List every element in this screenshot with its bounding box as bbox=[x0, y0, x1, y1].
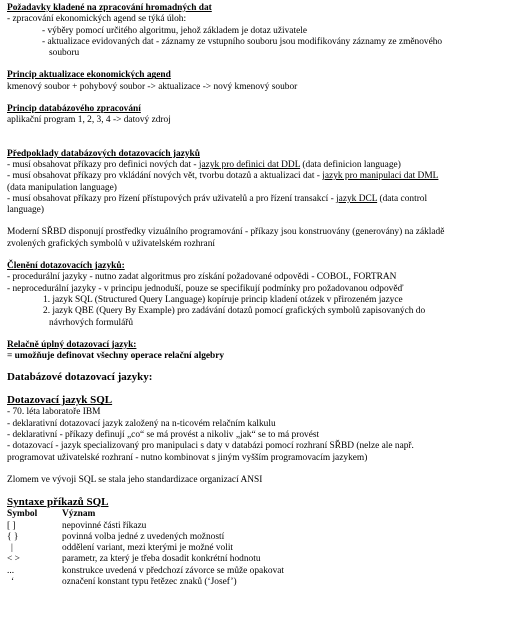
table-cell-meaning: označení konstant typu řetězec znaků (‘Josef’) bbox=[62, 576, 237, 587]
text-line bbox=[7, 160, 510, 171]
table-cell-meaning: konstrukce uvedená v předchozí závorce se může opakovat bbox=[62, 565, 285, 576]
table-cell-meaning: povinná volba jedné z uvedených možností bbox=[62, 531, 225, 542]
text-span: - musí obsahovat příkazy pro definici nových dat - bbox=[7, 159, 199, 170]
heading-prerequisites: Předpoklady databázových dotazovacích jazyků bbox=[7, 148, 200, 159]
text-line: souboru bbox=[49, 48, 80, 59]
text-line: - deklarativní - příkazy definují „co“ se má provést a nikoliv „jak“ se to má provést bbox=[7, 430, 320, 441]
table-cell-symbol: < > bbox=[7, 554, 20, 565]
text-line: - deklarativní dotazovací jazyk založený na n-ticovém relačním kalkulu bbox=[7, 418, 276, 429]
table-cell-symbol: [ ] bbox=[7, 520, 16, 531]
text-line: language) bbox=[7, 205, 44, 216]
text-line: kmenový soubor + pohybový soubor -> aktualizace -> nový kmenový soubor bbox=[7, 81, 298, 92]
text-line: - výběry pomocí určitého algoritmu, jehož základem je dotaz uživatele bbox=[42, 25, 307, 36]
text-line: - procedurální jazyky - nutno zadat algoritmus pro získání požadované odpovědi - COBOL, FORTRAN bbox=[7, 272, 397, 283]
text-line: - neprocedurální jazyky - v principu jednoduší, pouze se specifikují podmínky pro požadovanou odpověď bbox=[7, 283, 404, 294]
section-classification bbox=[7, 261, 510, 329]
section-db-languages bbox=[7, 371, 510, 384]
table-header-symbol: Symbol bbox=[7, 509, 38, 520]
text-line bbox=[7, 194, 510, 205]
text-line: - 70. léta laboratoře IBM bbox=[7, 407, 101, 418]
text-line: Zlomem ve vývoji SQL se stala jeho standardizace organizací ANSI bbox=[7, 474, 263, 485]
text-span: (data control bbox=[377, 193, 428, 204]
text-line: programovat uživatelské rozhraní - nutno kombinovat s jiným vyšším programovacím jazykem) bbox=[7, 452, 368, 463]
section-requirements bbox=[7, 3, 510, 59]
section-syntax bbox=[7, 496, 510, 588]
syntax-table bbox=[7, 509, 510, 588]
text-line: Moderní SŘBD disponují prostředky vizuálního programování - příkazy jsou konstruovány (generovány) na základě bbox=[7, 227, 445, 238]
table-header-meaning: Význam bbox=[62, 509, 96, 520]
section-ansi bbox=[7, 475, 510, 486]
heading-classification: Členění dotazovacích jazyků: bbox=[7, 261, 125, 272]
text-line: návrhových formulářů bbox=[49, 317, 134, 328]
text-line: - aktualizace evidovaných dat - záznamy ze vstupního souboru jsou modifikovány záznamy ze změnového bbox=[42, 36, 443, 47]
text-line: 1. jazyk SQL (Structured Query Language) kopíruje princip kladení otázek v přirozeném jazyce bbox=[43, 294, 403, 305]
table-cell-meaning: nepovinné části říkazu bbox=[62, 520, 147, 531]
text-line bbox=[7, 171, 510, 182]
heading-sql: Dotazovací jazyk SQL bbox=[7, 394, 113, 407]
text-span: - musí obsahovat příkazy pro vkládání nových vět, tvorbu dotazů a aktualizaci dat - bbox=[7, 171, 323, 182]
ddl-term: jazyk pro definici dat DDL bbox=[198, 159, 301, 170]
text-span: - musí obsahovat příkazy pro řízení přístupových práv uživatelů a pro řízení transakcí - bbox=[7, 193, 337, 204]
table-cell-symbol: ‘ bbox=[11, 576, 15, 587]
heading-db-languages: Databázové dotazovací jazyky: bbox=[7, 371, 153, 384]
section-relational-complete bbox=[7, 340, 510, 363]
text-line: aplikační program 1, 2, 3, 4 -> datový zdroj bbox=[7, 115, 171, 126]
dml-term: jazyk pro manipulaci dat DML bbox=[322, 171, 439, 182]
heading-requirements: Požadavky kladené na zpracování hromadných dat bbox=[7, 3, 212, 13]
text-line: zvolených grafických symbolů v uživatelském rozhraní bbox=[7, 238, 216, 249]
table-cell-symbol: { } bbox=[7, 531, 19, 542]
table-cell-symbol: | bbox=[11, 543, 13, 554]
heading-relational-complete: Relačně úplný dotazovací jazyk: bbox=[7, 339, 137, 350]
table-cell-meaning: parametr, za který je třeba dosadit konkrétní hodnotu bbox=[62, 554, 261, 565]
section-sql bbox=[7, 394, 510, 463]
section-update-principle bbox=[7, 70, 510, 93]
text-line: = umožňuje definovat všechny operace relační algebry bbox=[7, 351, 225, 362]
section-db-principle bbox=[7, 104, 510, 127]
text-line: 2. jazyk QBE (Query By Example) pro zadávání dotazů pomocí grafických symbolů zapisovaných do bbox=[43, 306, 426, 317]
dcl-term: jazyk DCL bbox=[336, 193, 378, 204]
text-span: (data definicion language) bbox=[300, 159, 401, 170]
table-cell-symbol: ... bbox=[7, 565, 15, 576]
text-line: (data manipulation language) bbox=[7, 182, 117, 193]
heading-syntax: Syntaxe příkazů SQL bbox=[7, 496, 109, 509]
heading-update-principle: Princip aktualizace ekonomických agend bbox=[7, 70, 171, 81]
heading-db-principle: Princip databázového zpracování bbox=[7, 104, 141, 115]
section-visual-programming bbox=[7, 227, 510, 250]
text-line: - dotazovací - jazyk specializovaný pro manipulaci s daty v databázi pomocí rozhraní SŘBD (nelze ale např. bbox=[7, 441, 414, 452]
table-cell-meaning: oddělení variant, mezi kterými je možné volit bbox=[62, 543, 234, 554]
text-line: - zpracování ekonomických agend se týká úloh: bbox=[7, 14, 187, 25]
section-prerequisites bbox=[7, 149, 510, 217]
